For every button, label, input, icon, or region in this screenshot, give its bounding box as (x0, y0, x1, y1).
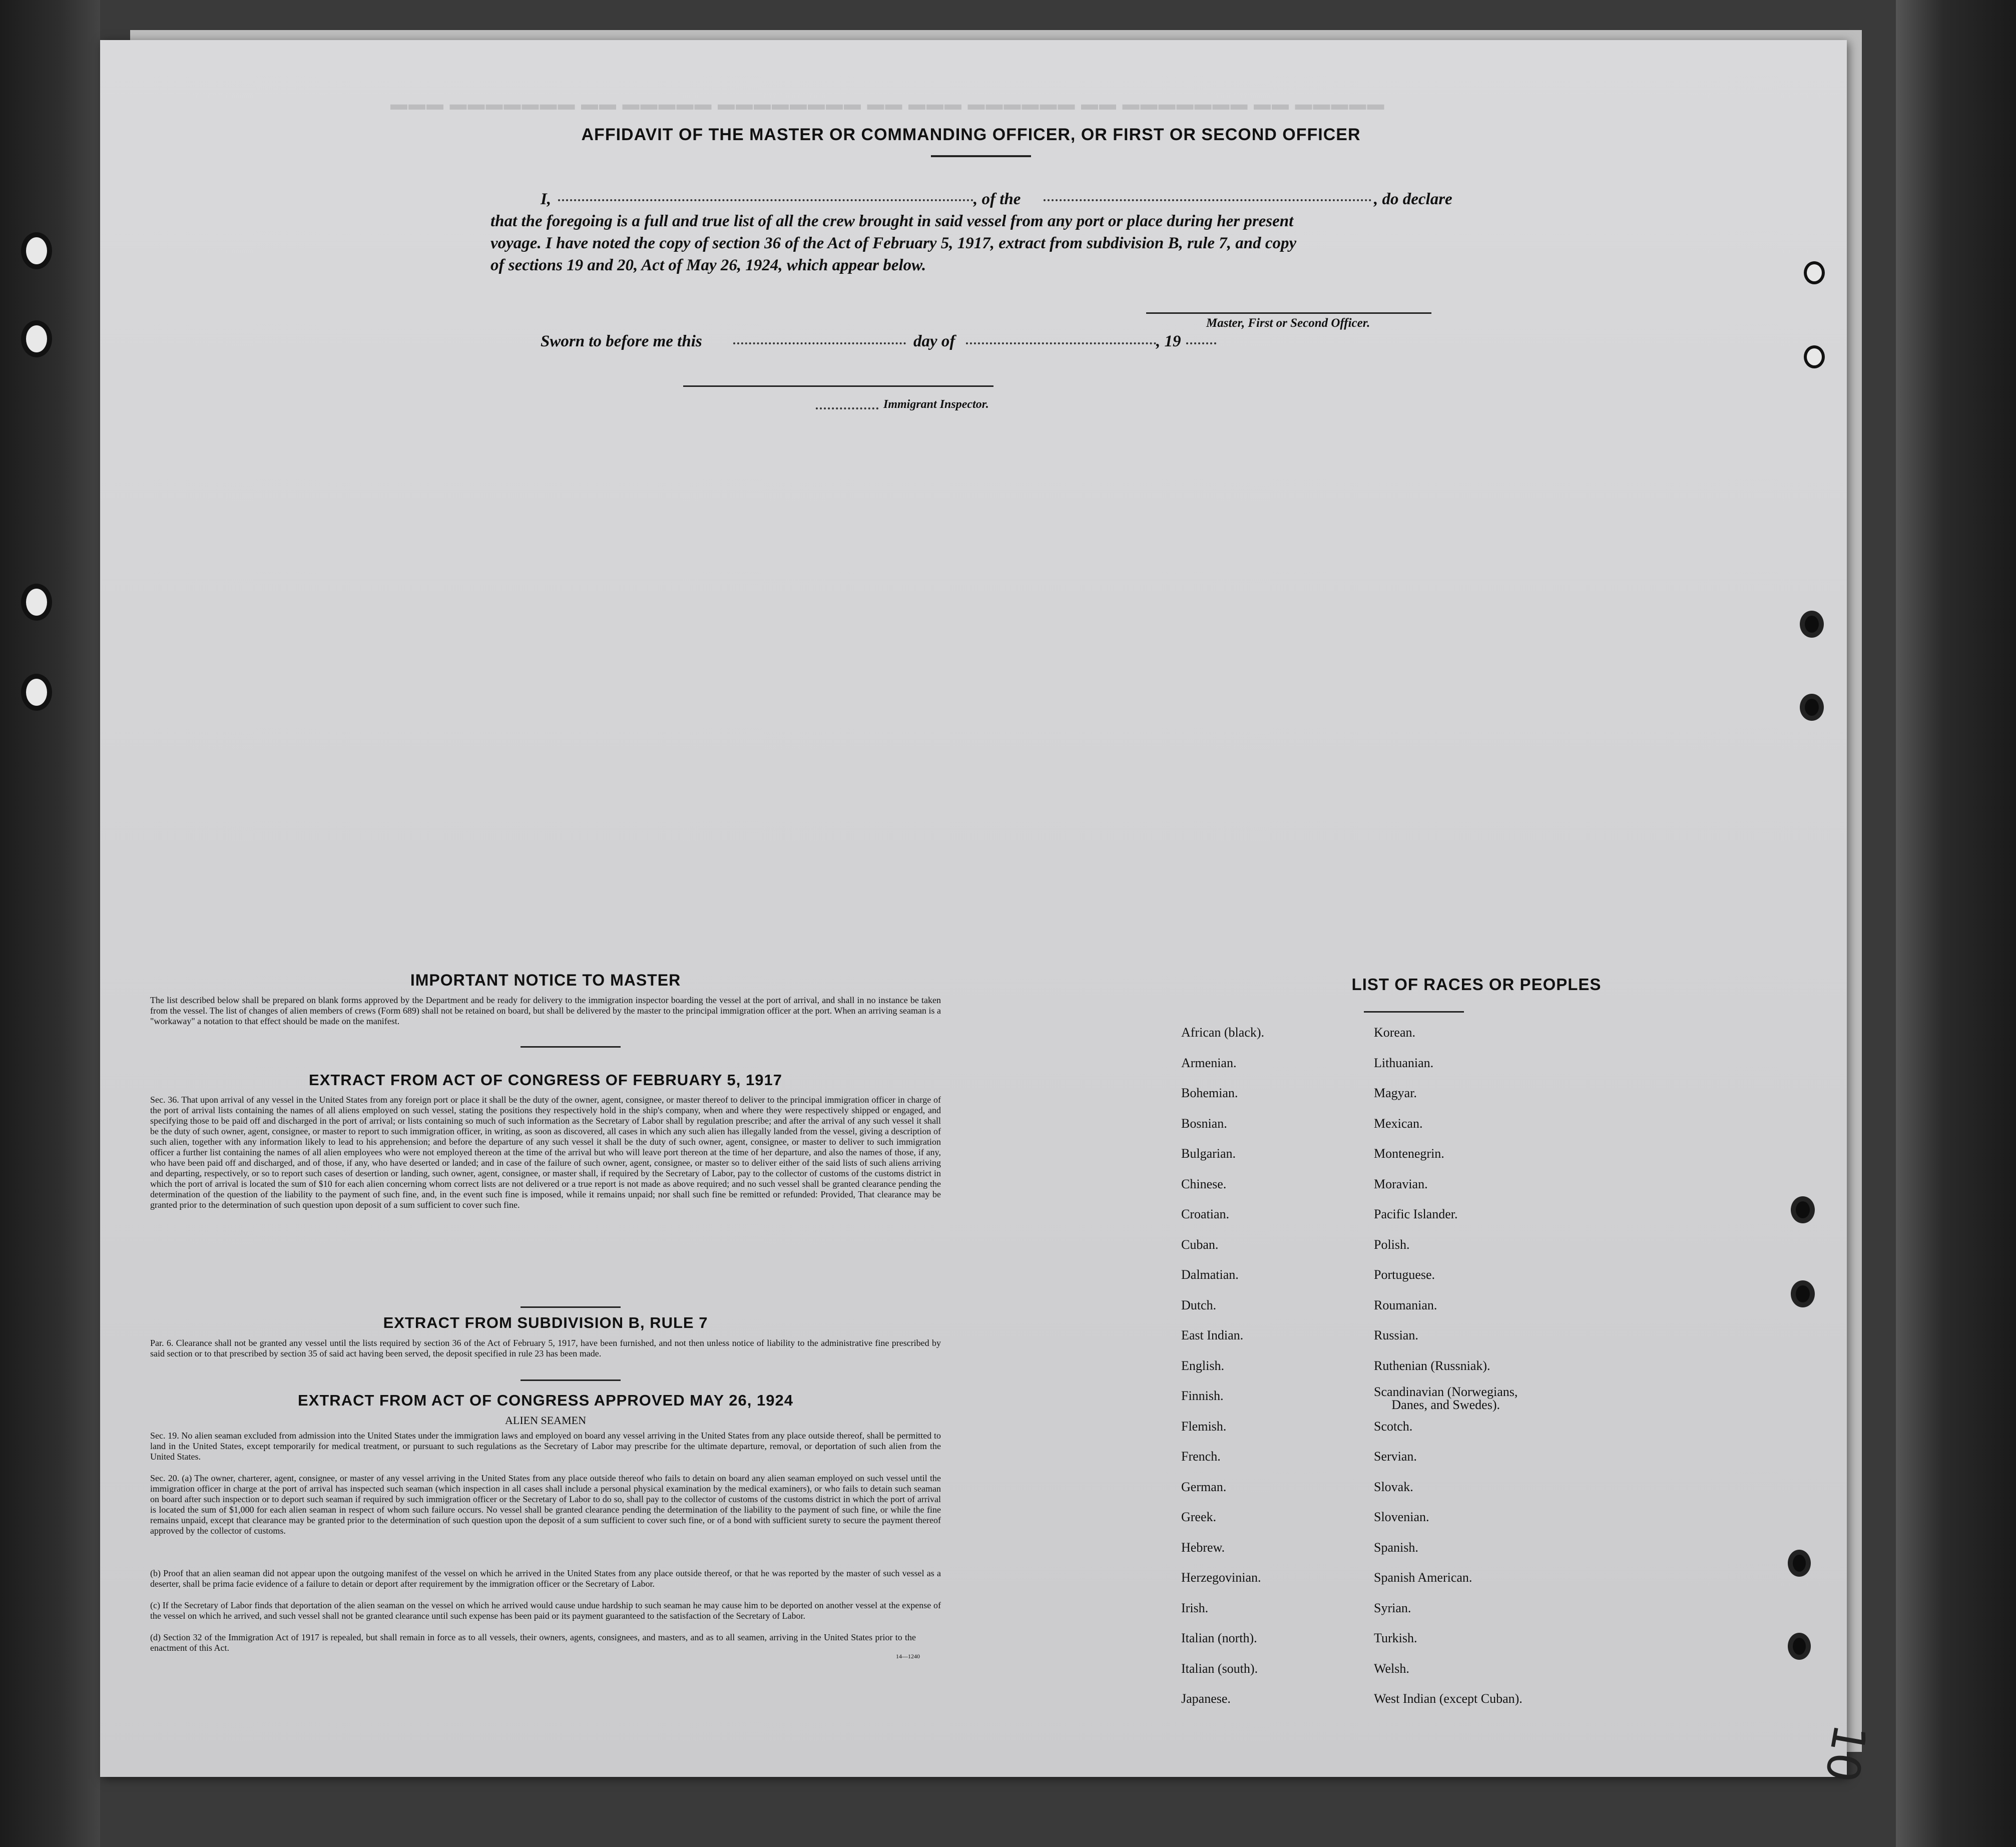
notice-body: The list described below shall be prepared on blank forms approved by the Department and be ready for delivery to the immigration inspector boarding the vessel at the port of arrival, and shall in no instance be taken from the vessel. The list of changes of alien members of crews (Form 689) shall not be retained on board, but shall be delivered by the master to the principal immigration officer at the port. When an arriving seaman is a "workaway" a notation to that effect should be made on the manifest. (150, 995, 941, 1026)
race-item: Hebrew. (1181, 1540, 1225, 1555)
race-item: Armenian. (1181, 1055, 1237, 1070)
race-item: Cuban. (1181, 1237, 1219, 1252)
race-item: Flemish. (1181, 1419, 1227, 1434)
extract-1917-rule (521, 1306, 621, 1308)
sec20a-body: Sec. 20. (a) The owner, charterer, agent, consignee, or master of any vessel arriving in the United States from any place outside thereof who fails to detain on board any alien seaman employed on such vessel until the immigration officer in charge at the port of arrival has inspected such seaman (which inspection in all cases shall include a personal physical examination by the medical examiners), or who fails to detain such seaman on board after such inspection or to deport such seaman if required by such immigration officer or the Secretary of Labor to do so, shall pay to the collector of customs of the customs district in which the port of arrival is located the sum of $1,000 for each alien seaman in respect of whom such failure occurs. No vessel shall be granted clearance pending the determination of the liability to the payment of such fine, or while the fine remains unpaid, except that clearance may be granted prior to the determination of such question upon the deposit of a sum sufficient to cover such fine, or of a bond with sufficient surety to secure the payment thereof approved by the collector of customs. (150, 1473, 941, 1536)
day-of-text: day of (913, 332, 955, 350)
rule7-title: EXTRACT FROM SUBDIVISION B, RULE 7 (383, 1314, 708, 1331)
race-item: Greek. (1181, 1510, 1217, 1524)
race-item: Ruthenian (Russniak). (1374, 1358, 1490, 1373)
affidavit-line2: that the foregoing is a full and true list of all the crew brought in said vessel from any port or place during her present (490, 212, 1294, 230)
race-item: English. (1181, 1358, 1224, 1373)
binder-hole-icon (21, 320, 52, 357)
race-item: Russian. (1374, 1328, 1418, 1342)
extract-1917-body: Sec. 36. That upon arrival of any vessel in the United States from any foreign port or place it shall be the duty of the owner, agent, consignee, or master thereof to deliver to the principal immigration officer in charge of the port of arrival lists containing the names of all aliens employed on such vessel, stating the positions they respectively hold in the ship's company, when and where they were respectively shipped or engaged, and specifying those to be paid off and discharged in the port of arrival; or lists containing so much of such information as the Secretary of Labor shall by regulation prescribe; and after the arrival of any such vessel it shall be the duty of such owner, agent, consignee, or master to report to such immigration officer, in writing, as soon as discovered, all cases in which any such alien has illegally landed from the vessel, giving a description of such alien, together with any information likely to lead to his apprehension; and before the departure of any such vessel it shall be the duty of such owner, agent, consignee, or master to deliver to such immigration officer a further list containing the names of all alien employees who were not employed thereon at the time of the arrival but who will leave port thereon at the time of her departure, and also the names of those, if any, who have been paid off and discharged, and of those, if any, who have deserted or landed; and in case of the failure of such owner, agent, consignee, or master so to deliver either of the said lists of such aliens arriving and departing, respectively, or so to report such cases of desertion or landing, such owner, agent, consignee, or master shall, if required by the Secretary of Labor, pay to the collector of customs of the customs district in which the port of arrival is located the sum of $10 for each alien concerning whom correct lists are not delivered or a true report is not made as above required; and no such vessel shall be granted clearance pending the determination of the question of the liability to the payment of such fine, and, in the event such fine is imposed, while it remains unpaid; nor shall such fine be remitted or refunded: Provided, That clearance may be granted prior to the determination of such question upon deposit of a sum sufficient to cover such fine. (150, 1095, 941, 1210)
binder-hole-icon (21, 232, 52, 269)
sworn-text: Sworn to before me this (541, 332, 702, 350)
sworn-day-blank[interactable] (733, 342, 906, 344)
affidavit-line4: of sections 19 and 20, Act of May 26, 1924, which appear below. (490, 256, 926, 274)
bleed-through-text: ▬▬▬ ▬▬▬▬▬▬▬ ▬▬ ▬▬▬▬▬ ▬▬▬▬▬▬▬▬ ▬▬ ▬▬▬ ▬▬▬▬▬▬ ▬▬ ▬▬▬▬▬▬▬ ▬▬ ▬▬▬▬▬ (390, 95, 1385, 114)
race-item: Servian. (1374, 1449, 1417, 1464)
punch-hole-icon (1791, 1280, 1815, 1307)
race-item: Bosnian. (1181, 1116, 1227, 1131)
race-item: German. (1181, 1479, 1227, 1494)
race-item: Herzegovinian. (1181, 1570, 1261, 1585)
race-item: Bulgarian. (1181, 1146, 1236, 1161)
inspector-label: Immigrant Inspector. (883, 398, 989, 411)
race-item: Chinese. (1181, 1176, 1227, 1191)
race-item: Spanish. (1374, 1540, 1418, 1555)
name-blank[interactable] (558, 199, 973, 201)
race-item: Dutch. (1181, 1297, 1217, 1312)
form-page (100, 40, 1876, 1786)
page-number-handwritten: 10 (1814, 1720, 1876, 1786)
punch-hole-icon (1800, 694, 1824, 721)
race-item: Roumanian. (1374, 1297, 1437, 1312)
race-item: East Indian. (1181, 1328, 1244, 1342)
affidavit-of-the: , of the (973, 190, 1021, 208)
race-item: African (black). (1181, 1025, 1265, 1040)
affidavit-line3: voyage. I have noted the copy of section 36 of the Act of February 5, 1917, extract from subdivision B, rule 7, and copy (490, 234, 1297, 252)
title-rule (931, 155, 1031, 157)
sec20d-body: (d) Section 32 of the Immigration Act of 1917 is repealed, but shall remain in force as to all vessels, their owners, agents, consignees, and masters, and as to all seamen, arriving in the United States prior to the enactment of this Act. (150, 1632, 916, 1653)
punch-hole-icon (1791, 1196, 1815, 1223)
punch-hole-icon (1804, 345, 1825, 368)
master-signature-line[interactable] (1146, 312, 1431, 314)
form-number: 14—1240 (896, 1653, 920, 1660)
race-item: Bohemian. (1181, 1086, 1238, 1100)
race-item: Slovenian. (1374, 1510, 1429, 1524)
affidavit-declare: , do declare (1374, 190, 1452, 208)
race-item: Korean. (1374, 1025, 1416, 1040)
affidavit-title: AFFIDAVIT OF THE MASTER OR COMMANDING OFFICER, OR FIRST OR SECOND OFFICER (581, 125, 1361, 144)
affidavit-i: I, (541, 190, 552, 208)
race-item: Italian (south). (1181, 1661, 1258, 1676)
race-item: West Indian (except Cuban). (1374, 1691, 1523, 1706)
races-title: LIST OF RACES OR PEOPLES (1351, 975, 1602, 994)
race-item: Slovak. (1374, 1479, 1413, 1494)
rule7-body: Par. 6. Clearance shall not be granted any vessel until the lists required by section 36 of the Act of February 5, 1917, have been furnished, and not then unless notice of liability to the administrative fine prescribed by said section or to that prescribed by section 35 of said act having been served, the deposit specified in rule 23 has been made. (150, 1338, 941, 1358)
race-item: Japanese. (1181, 1691, 1231, 1706)
master-label: Master, First or Second Officer. (1206, 316, 1370, 330)
race-item: Portuguese. (1374, 1267, 1435, 1282)
year-blank[interactable] (1186, 342, 1216, 344)
race-item: French. (1181, 1449, 1221, 1464)
race-item: Turkish. (1374, 1631, 1417, 1645)
extract-1917-title: EXTRACT FROM ACT OF CONGRESS OF FEBRUARY 5, 1917 (309, 1071, 782, 1089)
sworn-month-blank[interactable] (966, 342, 1156, 344)
race-item: Spanish American. (1374, 1570, 1472, 1585)
race-item: Irish. (1181, 1600, 1209, 1615)
race-item: Syrian. (1374, 1600, 1411, 1615)
race-item: Pacific Islander. (1374, 1207, 1458, 1221)
vessel-blank[interactable] (1044, 199, 1371, 201)
race-item: Dalmatian. (1181, 1267, 1239, 1282)
race-item: Croatian. (1181, 1207, 1230, 1221)
sec20b-body: (b) Proof that an alien seaman did not appear upon the outgoing manifest of the vessel on which he arrived in the United States from any place outside thereof, or that he was reported by the master of such vessel as a deserter, shall be prima facie evidence of a failure to detain or deport after requirement by the immigration officer or the Secretary of Labor. (150, 1568, 941, 1589)
binder-hole-icon (21, 584, 52, 621)
races-rule (1364, 1011, 1464, 1013)
notice-title: IMPORTANT NOTICE TO MASTER (410, 971, 681, 989)
race-item: Scotch. (1374, 1419, 1413, 1434)
sec20c-body: (c) If the Secretary of Labor finds that deportation of the alien seaman on the vessel on which he arrived would cause undue hardship to such seaman he may cause him to be deported on another vessel at the expense of the vessel on which he arrived, and such vessel shall not be granted clearance until such expense has been paid or its payment guaranteed to the satisfaction of the Secretary of Labor. (150, 1600, 941, 1621)
binder-hole-icon (21, 674, 52, 711)
race-item: Scandinavian (Norwegians, Danes, and Swedes). (1374, 1384, 1518, 1412)
punch-hole-icon (1804, 261, 1825, 284)
binder-edge (0, 0, 100, 1847)
punch-hole-icon (1788, 1550, 1811, 1577)
race-item: Montenegrin. (1374, 1146, 1444, 1161)
extract-1924-subtitle: ALIEN SEAMEN (505, 1414, 586, 1427)
year-text: , 19 (1156, 332, 1181, 350)
race-item: Mexican. (1374, 1116, 1423, 1131)
race-item: Finnish. (1181, 1389, 1224, 1403)
race-item: Polish. (1374, 1237, 1410, 1252)
race-item: Moravian. (1374, 1176, 1428, 1191)
right-frame (1896, 0, 2016, 1847)
rule7-rule (521, 1379, 621, 1381)
race-item: Lithuanian. (1374, 1055, 1434, 1070)
race-item: Welsh. (1374, 1661, 1409, 1676)
inspector-signature-line[interactable] (683, 385, 993, 387)
race-item: Italian (north). (1181, 1631, 1257, 1645)
sec19-body: Sec. 19. No alien seaman excluded from admission into the United States under the immigration laws and employed on board any vessel arriving in the United States from any place outside thereof, shall be permitted to land in the United States, except temporarily for medical treatment, or pursuant to such regulations as the Secretary of Labor may prescribe for the ultimate departure, removal, or deportation of such alien from the United States. (150, 1431, 941, 1462)
punch-hole-icon (1788, 1633, 1811, 1660)
notice-rule (521, 1046, 621, 1048)
extract-1924-title: EXTRACT FROM ACT OF CONGRESS APPROVED MAY 26, 1924 (298, 1392, 793, 1409)
punch-hole-icon (1800, 611, 1824, 638)
inspector-dots (816, 407, 878, 409)
race-item: Magyar. (1374, 1086, 1417, 1100)
